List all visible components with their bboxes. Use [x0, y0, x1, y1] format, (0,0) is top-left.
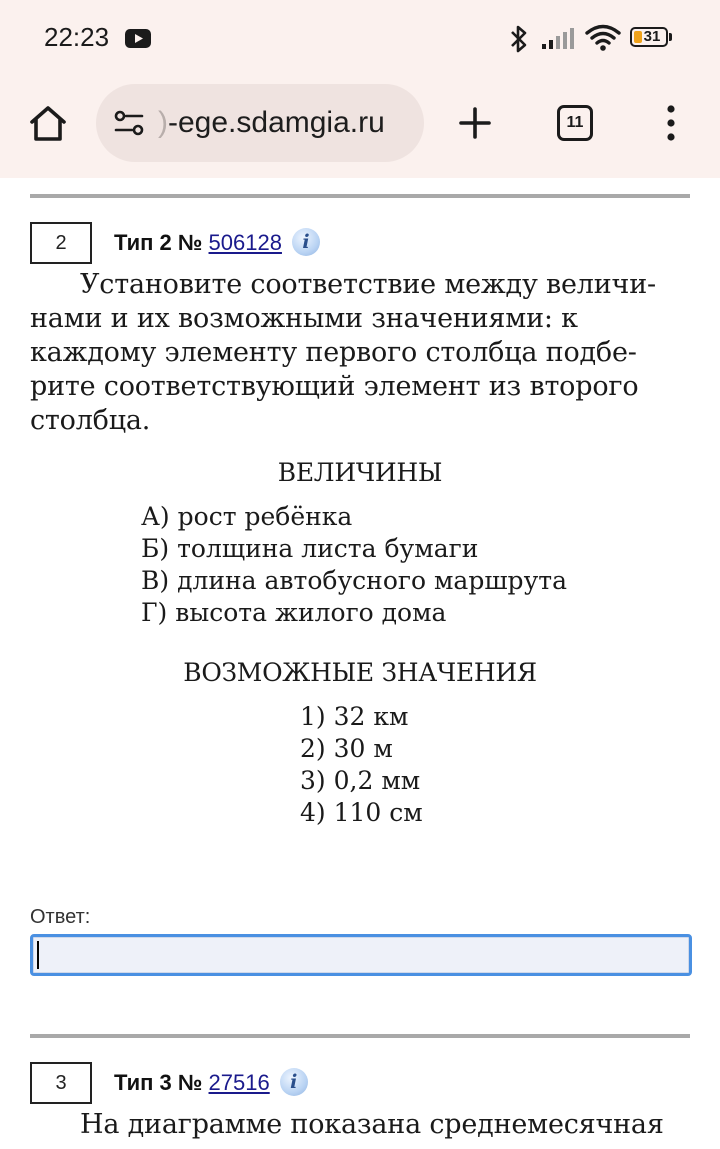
task-statement-line: рите соответствующий элемент из второго [30, 371, 639, 402]
task-type-label: Тип 3 № [114, 1070, 203, 1095]
youtube-icon [125, 29, 151, 48]
task-header [114, 1070, 308, 1098]
task-statement-line: нами и их возможными значениями: к [30, 303, 578, 334]
list-item [141, 565, 567, 597]
list-item [141, 501, 567, 533]
home-icon[interactable] [28, 104, 68, 142]
signal-icon [542, 26, 578, 50]
browser-chrome [0, 0, 720, 178]
url-text[interactable] [158, 106, 385, 140]
quantities-list [141, 501, 567, 629]
tab-count: 11 [566, 114, 584, 131]
text-cursor [37, 941, 39, 969]
task-id-link[interactable]: 27516 [208, 1070, 270, 1095]
task-statement-line: каждому элементу первого столбца подбе- [30, 337, 637, 368]
item-text: высота жилого дома [175, 598, 447, 627]
list-item [300, 765, 423, 797]
task-statement-line: столбца. [30, 405, 151, 436]
list-item [141, 533, 567, 565]
task-type-label: Тип 2 № [114, 230, 203, 255]
list-item [300, 733, 423, 765]
url-value: -ege.sdamgia.ru [168, 106, 385, 139]
divider [30, 194, 690, 198]
item-mark: 2) [300, 734, 326, 763]
item-text: 32 км [333, 702, 409, 731]
answer-input[interactable] [30, 934, 692, 976]
task-id-link[interactable]: 506128 [208, 230, 282, 255]
answer-label: Ответ: [30, 906, 91, 928]
tabs-icon[interactable] [557, 105, 593, 141]
address-bar[interactable] [96, 84, 424, 162]
site-settings-icon[interactable] [114, 110, 144, 136]
info-icon[interactable]: i [280, 1068, 308, 1096]
status-time: 22:23 [44, 22, 110, 52]
list-item [300, 701, 423, 733]
url-fade-icon: ) [158, 106, 168, 139]
item-text: длина автобусного маршрута [177, 566, 568, 595]
item-text: толщина листа бумаги [177, 534, 479, 563]
battery-level: 31 [643, 28, 661, 45]
item-mark: Б) [141, 534, 170, 563]
item-mark: 4) [300, 798, 326, 827]
item-mark: А) [141, 502, 170, 531]
divider [30, 1034, 690, 1038]
task-statement [30, 1108, 690, 1142]
list-item [141, 597, 567, 629]
task-statement-line: На диаграмме показана среднемесячная [80, 1109, 664, 1140]
item-text: 30 м [333, 734, 393, 763]
wifi-icon [585, 24, 621, 52]
new-tab-icon[interactable] [458, 106, 492, 140]
item-mark: Г) [141, 598, 168, 627]
task-statement-line: Установите соответствие между величи- [80, 269, 656, 300]
item-text: рост ребёнка [177, 502, 353, 531]
info-icon[interactable]: i [292, 228, 320, 256]
menu-icon[interactable] [664, 104, 678, 142]
item-mark: В) [141, 566, 170, 595]
quantities-title: ВЕЛИЧИНЫ [277, 458, 443, 487]
item-text: 0,2 мм [333, 766, 421, 795]
values-title: ВОЗМОЖНЫЕ ЗНАЧЕНИЯ [183, 658, 537, 687]
task-number-box: 2 [30, 222, 92, 264]
values-list [300, 701, 423, 829]
item-text: 110 см [333, 798, 423, 827]
task-number-box: 3 [30, 1062, 92, 1104]
battery-icon [630, 27, 674, 49]
item-mark: 3) [300, 766, 326, 795]
task-statement [30, 268, 690, 438]
item-mark: 1) [300, 702, 326, 731]
bluetooth-icon [508, 24, 530, 54]
list-item [300, 797, 423, 829]
task-header [114, 230, 320, 258]
